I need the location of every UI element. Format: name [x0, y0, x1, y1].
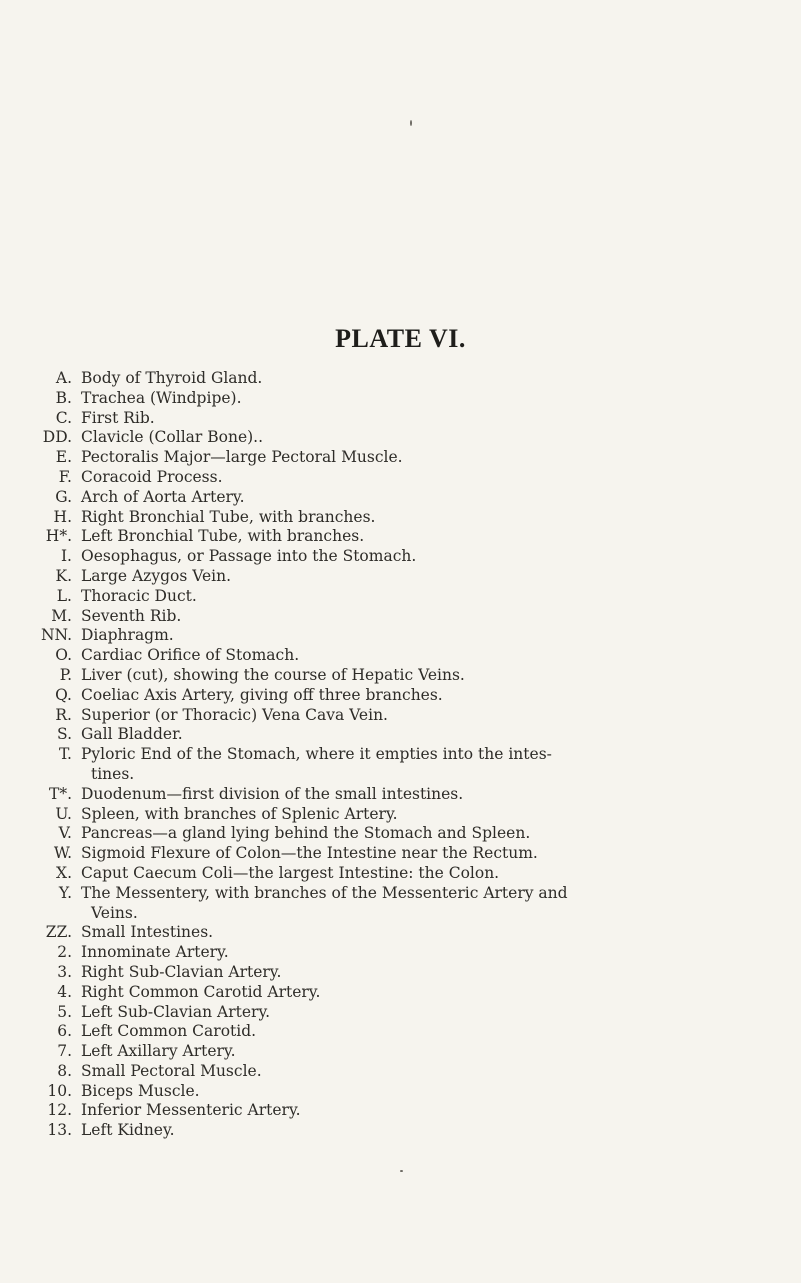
- legend-description-line: Caput Caecum Coli—the largest Intestine: the Colon.: [81, 863, 500, 882]
- legend-description: [81, 527, 746, 547]
- legend-description-line: Large Azygos Vein.: [81, 566, 232, 585]
- legend-entry: [0, 1062, 801, 1082]
- legend-key: 2.: [57, 943, 72, 962]
- legend-description-line: Trachea (Windpipe).: [81, 388, 242, 407]
- legend-key: R.: [55, 705, 72, 724]
- legend-description: [81, 646, 746, 666]
- legend-description: [81, 1082, 746, 1102]
- legend-list: [0, 369, 801, 1141]
- legend-key: C.: [55, 408, 72, 427]
- legend-description: [81, 508, 746, 528]
- legend-description-line: Spleen, with branches of Splenic Artery.: [81, 804, 398, 823]
- legend-description: [81, 1042, 746, 1062]
- legend-description-line: Pectoralis Major—large Pectoral Muscle.: [81, 448, 403, 467]
- legend-description-line: Liver (cut), showing the course of Hepatic Veins.: [81, 665, 465, 684]
- legend-description-line: Left Bronchial Tube, with branches.: [81, 527, 365, 546]
- legend-entry: [0, 1121, 801, 1141]
- legend-description-line: Small Pectoral Muscle.: [81, 1061, 262, 1080]
- legend-entry: [0, 884, 801, 924]
- legend-key: 3.: [57, 962, 72, 981]
- legend-entry: [0, 963, 801, 983]
- legend-key: O.: [55, 646, 72, 665]
- legend-description-line: Right Sub-Clavian Artery.: [81, 962, 282, 981]
- legend-key: 10.: [47, 1081, 72, 1100]
- legend-description: [81, 686, 746, 706]
- legend-key: 4.: [57, 982, 72, 1001]
- legend-description: [81, 1101, 746, 1121]
- legend-entry: [0, 646, 801, 666]
- legend-entry: [0, 864, 801, 884]
- legend-entry: [0, 468, 801, 488]
- legend-entry: [0, 389, 801, 409]
- legend-key: 7.: [57, 1042, 72, 1061]
- legend-key: DD.: [42, 428, 72, 447]
- legend-key: M.: [51, 606, 72, 625]
- legend-description: [81, 567, 746, 587]
- legend-description-line: Inferior Messenteric Artery.: [81, 1101, 301, 1120]
- legend-description-line: Coracoid Process.: [81, 467, 223, 486]
- legend-entry: [0, 1101, 801, 1121]
- legend-key: ZZ.: [45, 923, 72, 942]
- legend-description-line: Left Axillary Artery.: [81, 1042, 236, 1061]
- legend-description-line: Innominate Artery.: [81, 943, 229, 962]
- legend-description-line: Coeliac Axis Artery, giving off three branches.: [81, 685, 443, 704]
- legend-entry: [0, 626, 801, 646]
- legend-description: [81, 824, 746, 844]
- legend-key: H*.: [45, 527, 72, 546]
- legend-description-line: Thoracic Duct.: [81, 586, 197, 605]
- legend-entry: [0, 567, 801, 587]
- legend-key: L.: [56, 586, 72, 605]
- legend-description: [81, 607, 746, 627]
- legend-key: I.: [60, 547, 72, 566]
- legend-description: [81, 706, 746, 726]
- legend-description-line: Left Sub-Clavian Artery.: [81, 1002, 271, 1021]
- legend-entry: [0, 745, 801, 785]
- legend-description-line: Biceps Muscle.: [81, 1081, 200, 1100]
- legend-entry: [0, 369, 801, 389]
- legend-description-line: Body of Thyroid Gland.: [81, 369, 263, 387]
- legend-entry: [0, 587, 801, 607]
- legend-key: V.: [58, 824, 72, 843]
- legend-description: [81, 547, 746, 567]
- legend-description-line: Pancreas—a gland lying behind the Stomach and Spleen.: [81, 824, 531, 843]
- legend-description: [81, 587, 746, 607]
- legend-description-line: Seventh Rib.: [81, 606, 182, 625]
- legend-description: [81, 943, 746, 963]
- legend-description-line: Oesophagus, or Passage into the Stomach.: [81, 547, 417, 566]
- legend-description: [81, 864, 746, 884]
- legend-key: 13.: [47, 1121, 72, 1140]
- legend-entry: [0, 844, 801, 864]
- legend-entry: [0, 824, 801, 844]
- legend-description: [81, 1121, 746, 1141]
- legend-description: [81, 369, 746, 389]
- legend-entry: [0, 785, 801, 805]
- plate-title: PLATE VI.: [335, 324, 466, 354]
- print-speck: [400, 1170, 403, 1172]
- legend-entry: [0, 666, 801, 686]
- legend-description-line: Left Kidney.: [81, 1121, 175, 1140]
- legend-description: [81, 409, 746, 429]
- legend-entry: [0, 805, 801, 825]
- legend-key: NN.: [40, 626, 72, 645]
- legend-key: F.: [58, 467, 72, 486]
- legend-description: [81, 923, 746, 943]
- legend-entry: [0, 1042, 801, 1062]
- legend-description: [81, 666, 746, 686]
- legend-description: [81, 745, 746, 785]
- legend-description: [81, 725, 746, 745]
- legend-key: U.: [55, 804, 72, 823]
- legend-entry: [0, 725, 801, 745]
- legend-key: H.: [53, 507, 72, 526]
- legend-entry: [0, 547, 801, 567]
- legend-description: [81, 428, 746, 448]
- legend-entry: [0, 923, 801, 943]
- legend-description: [81, 1062, 746, 1082]
- legend-description-line: Superior (or Thoracic) Vena Cava Vein.: [81, 705, 388, 724]
- legend-description: [81, 983, 746, 1003]
- legend-entry: [0, 706, 801, 726]
- legend-entry: [0, 1003, 801, 1023]
- legend-key: T*.: [48, 784, 72, 803]
- legend-key: A.: [55, 369, 72, 387]
- legend-entry: [0, 409, 801, 429]
- legend-key: K.: [55, 566, 72, 585]
- legend-key: S.: [57, 725, 72, 744]
- legend-description-line: Gall Bladder.: [81, 725, 183, 744]
- legend-description-line: Diaphragm.: [81, 626, 174, 645]
- legend-key: 6.: [57, 1022, 72, 1041]
- legend-description-line: Pyloric End of the Stomach, where it empties into the intes-: [81, 745, 552, 764]
- legend-description: [81, 785, 746, 805]
- legend-key: 5.: [57, 1002, 72, 1021]
- legend-description-line: Clavicle (Collar Bone)..: [81, 428, 264, 447]
- legend-description-line: Cardiac Orifice of Stomach.: [81, 646, 300, 665]
- legend-description: [81, 626, 746, 646]
- legend-description-line: Duodenum—first division of the small intestines.: [81, 784, 464, 803]
- legend-description: [81, 884, 746, 924]
- legend-description-line: Sigmoid Flexure of Colon—the Intestine near the Rectum.: [81, 844, 538, 863]
- legend-key: Q.: [55, 685, 72, 704]
- legend-key: G.: [55, 487, 72, 506]
- legend-description-line: Right Common Carotid Artery.: [81, 982, 321, 1001]
- legend-key: Y.: [58, 883, 72, 902]
- legend-description-line: The Messentery, with branches of the Messenteric Artery and: [81, 883, 568, 902]
- legend-entry: [0, 488, 801, 508]
- legend-description: [81, 805, 746, 825]
- legend-description: [81, 389, 746, 409]
- legend-entry: [0, 1082, 801, 1102]
- legend-entry: [0, 943, 801, 963]
- legend-key: 12.: [47, 1101, 72, 1120]
- legend-description-line: First Rib.: [81, 408, 155, 427]
- legend-entry: [0, 983, 801, 1003]
- legend-key: X.: [56, 863, 72, 882]
- legend-entry: [0, 607, 801, 627]
- legend-entry: [0, 686, 801, 706]
- legend-description: [81, 963, 746, 983]
- legend-description-line: Right Bronchial Tube, with branches.: [81, 507, 376, 526]
- legend-description: [81, 468, 746, 488]
- legend-description-continuation: Veins.: [91, 903, 138, 922]
- legend-entry: [0, 1022, 801, 1042]
- legend-description-line: Small Intestines.: [81, 923, 214, 942]
- legend-description: [81, 844, 746, 864]
- legend-description: [81, 488, 746, 508]
- legend-description: [81, 1022, 746, 1042]
- legend-key: E.: [55, 448, 72, 467]
- legend-entry: [0, 428, 801, 448]
- legend-description: [81, 1003, 746, 1023]
- legend-key: 8.: [57, 1061, 72, 1080]
- legend-description-continuation: tines.: [91, 764, 135, 783]
- print-speck: [410, 120, 412, 126]
- legend-key: B.: [55, 388, 72, 407]
- legend-key: T.: [59, 745, 72, 764]
- legend-description-line: Arch of Aorta Artery.: [81, 487, 245, 506]
- legend-key: P.: [59, 665, 72, 684]
- legend-description-line: Left Common Carotid.: [81, 1022, 257, 1041]
- legend-entry: [0, 527, 801, 547]
- legend-entry: [0, 508, 801, 528]
- legend-key: W.: [53, 844, 72, 863]
- legend-description: [81, 448, 746, 468]
- legend-entry: [0, 448, 801, 468]
